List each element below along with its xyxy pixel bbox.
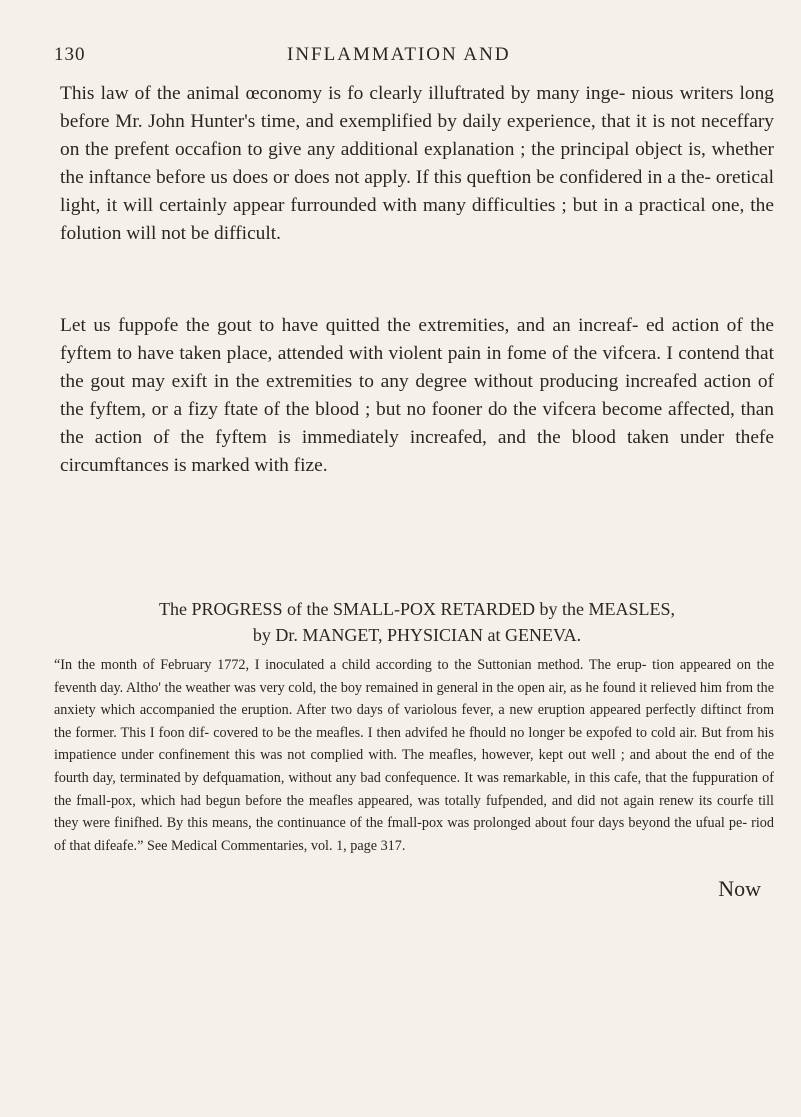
footnote-body: “In the month of February 1772, I inoculated a child according to the Suttonian method. The erup- tion appeared on the feventh day. Altho' the weather was very cold, the boy remained in general in the open air, as he found it relieved him from the anxiety which accompanied the eruption. After two days of variolous fever, a new eruption appeared perfectly diftinct from the former. This I foon dif- covered to be the meafles. I then advifed he fhould no longer be expofed to cold air. But from his impatience under confinement this was not complied with. The meafles, however, kept out well ; and about the end of the fourth day, terminated by defquamation, without any bad confequence. It was remarkable, in this cafe, that the fuppuration of the fmall-pox, which had begun before the meafles appeared, was totally fufpended, and did not again renew its courfe till they were finifhed. By this means, the continuance of the fmall-pox was prolonged about four days beyond the ufual pe- riod of that difeafe.” See Medical Commentaries, vol. 1, page 317. <box>54 657 774 854</box>
page-number: 130 <box>54 44 86 65</box>
running-head <box>54 44 761 74</box>
body-paragraph-1: This law of the animal œconomy is fo clearly illuftrated by many inge- nious writers long before Mr. John Hunter's time, and exemplified by daily experience, that it is not neceffary on the prefent occafion to give any additional explanation ; the principal object is, whether the inftance before us does or does not apply. If this queftion be confidered in a the- oretical light, it will certainly appear furrounded with many difficulties ; but in a practical one, the folution will not be difficult. <box>60 83 774 244</box>
catchword: Now <box>718 876 761 901</box>
footnote-heading: The PROGRESS of the SMALL-POX RETARDED by the MEASLES, <box>158 599 676 619</box>
body-paragraph-2: Let us fuppofe the gout to have quitted the extremities, and an increaf- ed action of the fyftem to have taken place, attended with violent pain in fome of the vifcera. I contend that the gout may exift in the extremities to any degree without producing increafed action of the fyftem, or a fizy ftate of the blood ; but no fooner do the vifcera become affected, than the action of the fyftem is immediately increafed, and the blood taken under thefe circumftances is marked with fize. <box>60 315 774 476</box>
footnote-subheading: by Dr. MANGET, PHYSICIAN at GENEVA. <box>252 625 582 645</box>
running-head-title: INFLAMMATION AND <box>287 44 511 65</box>
